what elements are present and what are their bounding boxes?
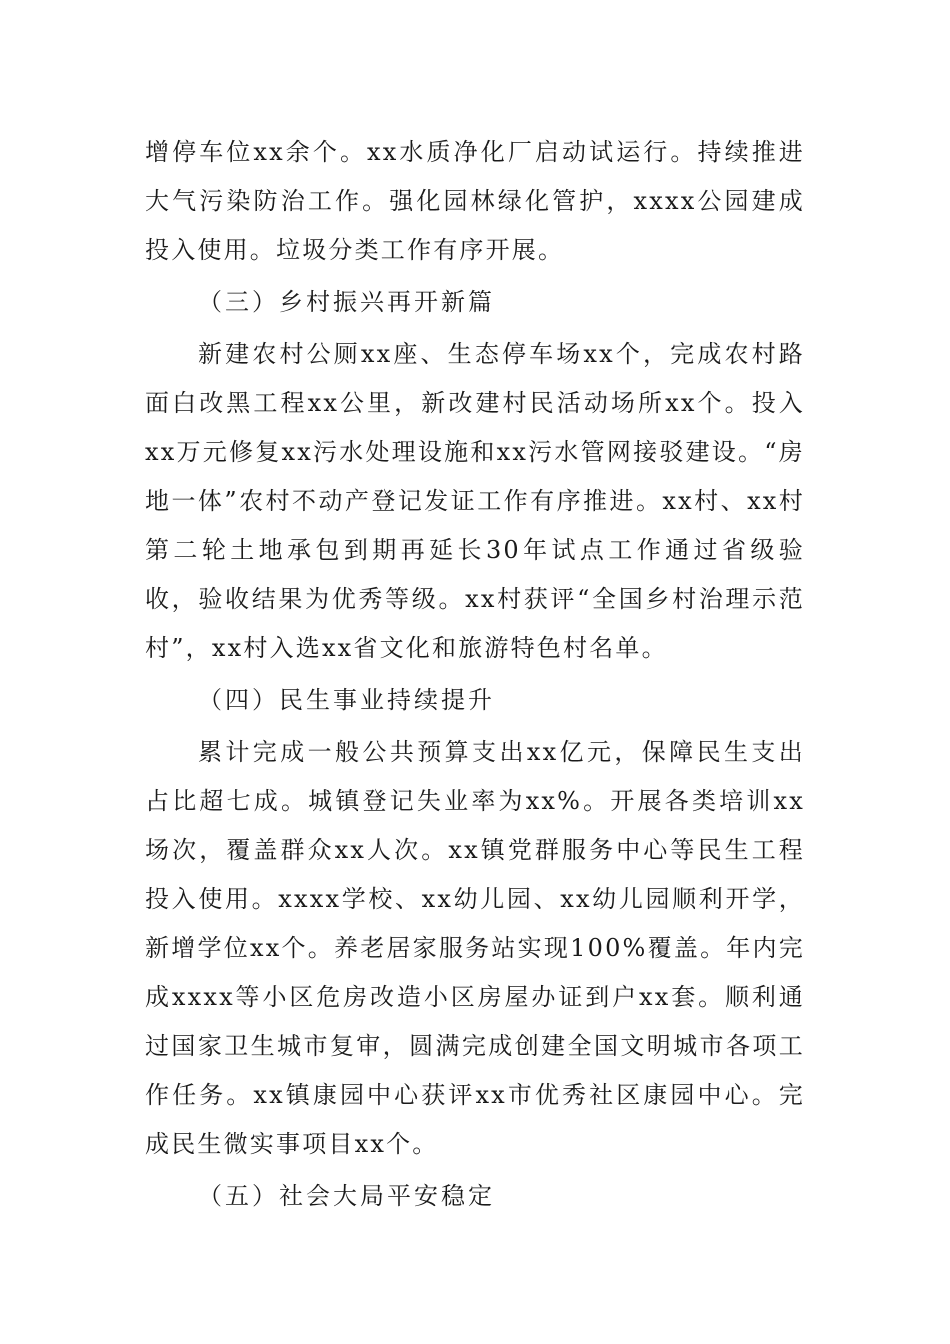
paragraph-rural-revitalization: 新建农村公厕xx座、生态停车场xx个，完成农村路面白改黑工程xx公里，新改建村民活动场所xx个。投入xx万元修复xx污水处理设施和xx污水管网接驳建设。“房地一体”农村不动产登记发证工作有序推进。xx村、xx村第二轮土地承包到期再延长30年试点工作通过省级验收，验收结果为优秀等级。xx村获评“全国乡村治理示范村”，xx村入选xx省文化和旅游特色村名单。: [145, 340, 805, 662]
document-body: [145, 128, 805, 1224]
heading-rural-revitalization: （三）乡村振兴再开新篇: [198, 288, 495, 316]
heading-livelihood: （四）民生事业持续提升: [198, 686, 495, 714]
heading-social-stability: （五）社会大局平安稳定: [198, 1182, 495, 1210]
paragraph-environment: 增停车位xx余个。xx水质净化厂启动试运行。持续推进大气污染防治工作。强化园林绿化管护，xxxx公园建成投入使用。垃圾分类工作有序开展。: [145, 138, 805, 264]
paragraph-livelihood: 累计完成一般公共预算支出xx亿元，保障民生支出占比超七成。城镇登记失业率为xx%。开展各类培训xx场次，覆盖群众xx人次。xx镇党群服务中心等民生工程投入使用。xxxx学校、xx幼儿园、xx幼儿园顺利开学，新增学位xx个。养老居家服务站实现100%覆盖。年内完成xxxx等小区危房改造小区房屋办证到户xx套。顺利通过国家卫生城市复审，圆满完成创建全国文明城市各项工作任务。xx镇康园中心获评xx市优秀社区康园中心。完成民生微实事项目xx个。: [145, 738, 805, 1158]
